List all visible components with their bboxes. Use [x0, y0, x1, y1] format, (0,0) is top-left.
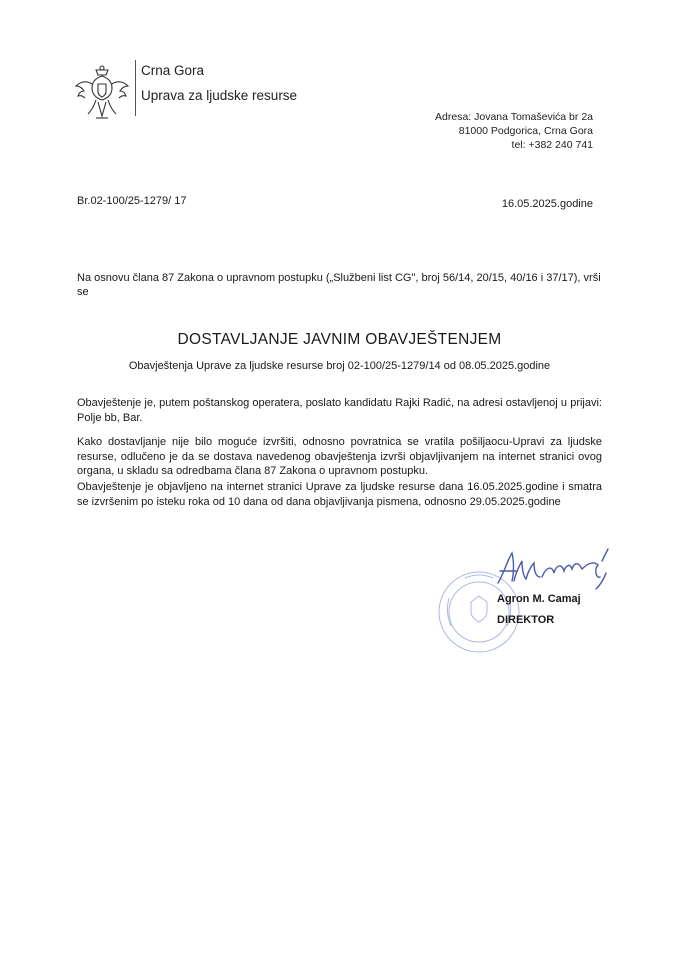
address-phone: tel: +382 240 741: [511, 139, 593, 151]
coat-of-arms-icon: [74, 62, 130, 124]
organization-country: Crna Gora: [141, 63, 205, 78]
header-divider: [135, 60, 136, 116]
organization-name: Uprava za ljudske resurse: [141, 88, 298, 103]
document-title: DOSTAVLJANJE JAVNIM OBAVJEŠTENJEM: [177, 331, 502, 348]
handwritten-signature: [490, 543, 620, 593]
body-paragraph-3: Obavještenje je objavljeno na internet stranici Uprave za ljudske resurse dana 16.05.2025.godine i smatra se izvršenim po isteku roka od 10 dana od dana objavljivanja pismena, odnosno 29.05.2025.godine: [77, 481, 602, 508]
body-paragraph-1: Obavještenje je, putem poštanskog operatera, poslato kandidatu Rajki Radić, na adresi ostavljenoj u prijavi: Polje bb, Bar.: [77, 397, 602, 424]
address-street: Adresa: Jovana Tomaševića br 2a: [435, 111, 593, 123]
document-subtitle: Obavještenja Uprave za ljudske resurse broj 02-100/25-1279/14 od 08.05.2025.godine: [128, 360, 551, 372]
address-city: 81000 Podgorica, Crna Gora: [458, 125, 593, 137]
body-paragraph-2: Kako dostavljanje nije bilo moguće izvršiti, odnosno povratnica se vratila pošiljaocu-Upravi za ljudske resurse, odlučeno je da se dostava navedenog obavještenja izvrši objavljivanjem na internet stranici ovog organa, u skladu sa odredbama člana 87 Zakona o upravnom postupku.: [77, 436, 602, 477]
reference-number: Br.02-100/25-1279/ 17: [77, 195, 187, 207]
document-date: 16.05.2025.godine: [501, 198, 593, 210]
signatory-role: DIREKTOR: [497, 614, 555, 626]
intro-paragraph: Na osnovu člana 87 Zakona o upravnom postupku („Službeni list CG", broj 56/14, 20/15, 40/16 i 37/17), vrši se: [77, 272, 601, 298]
signatory-name: Agron M. Camaj: [497, 593, 581, 605]
